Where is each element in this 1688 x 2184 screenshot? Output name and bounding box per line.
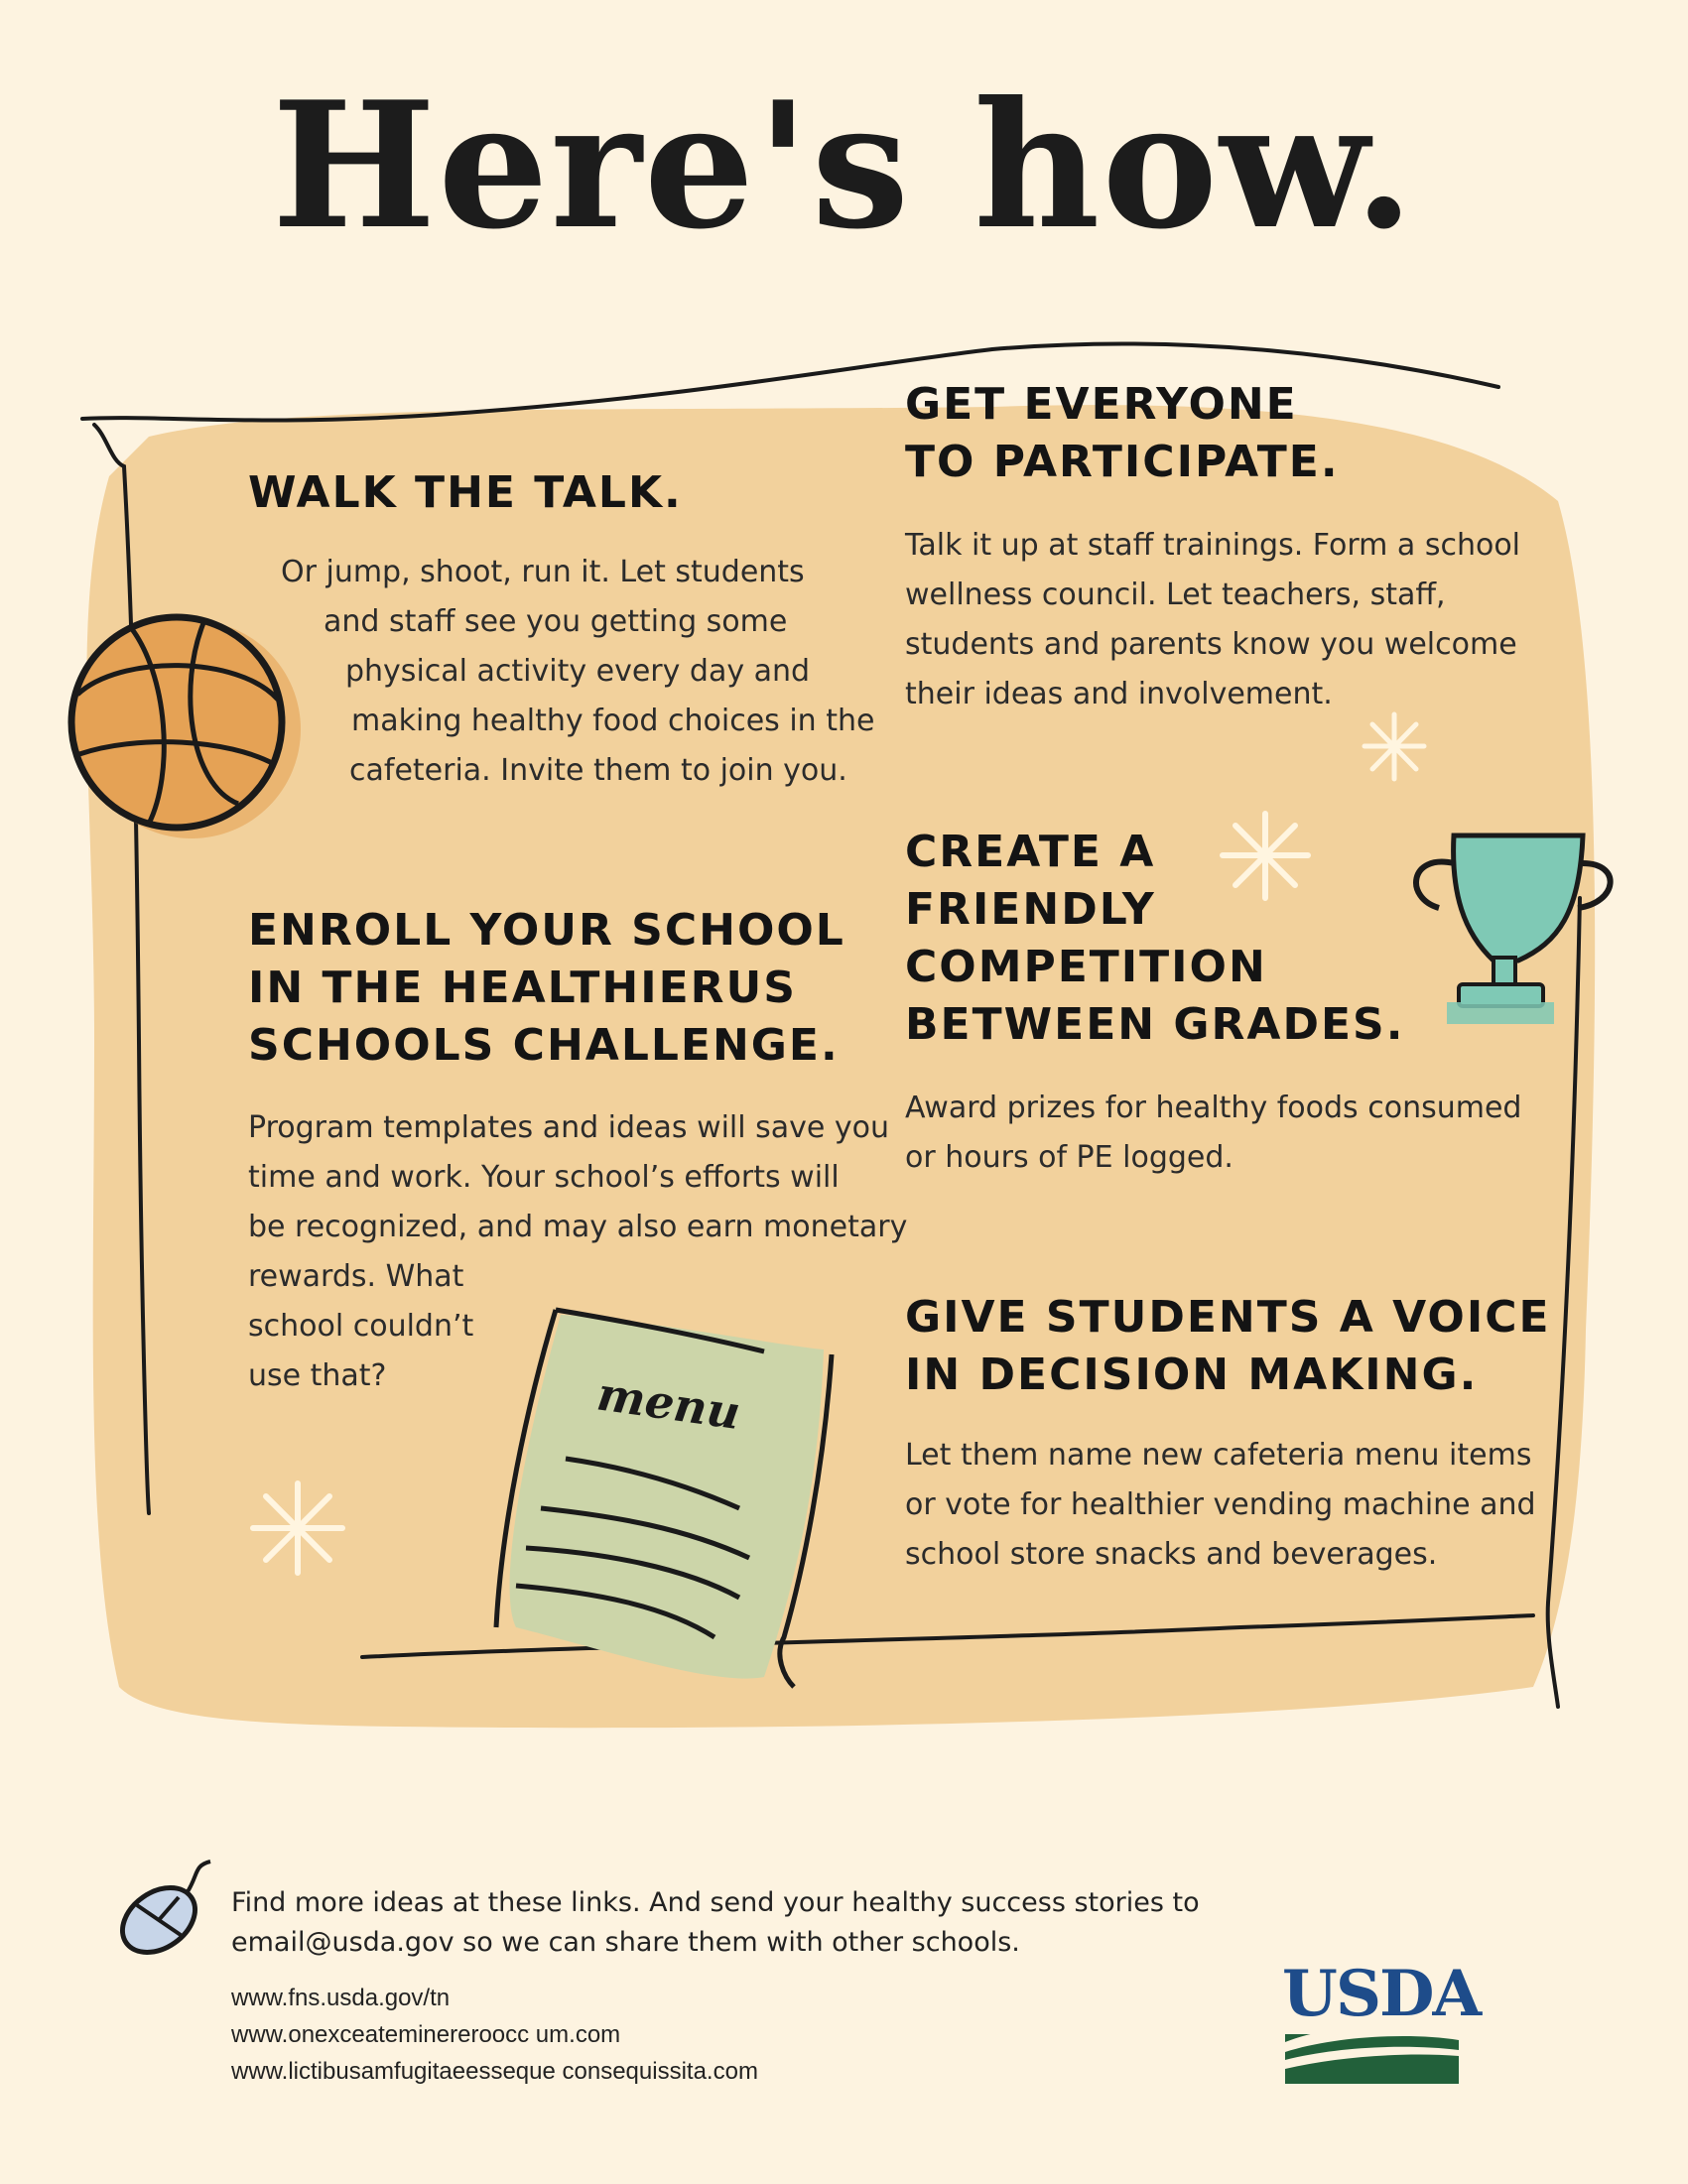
- enroll-body: Program templates and ideas will save you time and work. Your school’s efforts will be recognized, and may also earn monetary rewards. What school couldn’t use that?: [248, 1110, 908, 1393]
- voice-heading: GIVE STUDENTS A VOICE IN DECISION MAKING.: [905, 1292, 1551, 1400]
- competition-body: Award prizes for healthy foods consumed or hours of PE logged.: [905, 1091, 1522, 1175]
- footer-message: Find more ideas at these links. And send your healthy success stories to email@usda.gov so we can share them with other schools.: [231, 1887, 1200, 1958]
- sparkle-icon: [1364, 714, 1424, 779]
- footer-link[interactable]: www.onexceateminereroocc um.com: [231, 2021, 621, 2048]
- walk-the-talk-line: and staff see you getting some: [324, 604, 788, 639]
- voice-body: Let them name new cafeteria menu items or vote for healthier vending machine and school store snacks and beverages.: [905, 1438, 1536, 1572]
- walk-the-talk-heading: WALK THE TALK.: [248, 467, 683, 518]
- walk-the-talk-line: making healthy food choices in the: [351, 704, 875, 738]
- walk-the-talk-line: Or jump, shoot, run it. Let students: [281, 555, 805, 589]
- participate-body: Talk it up at staff trainings. Form a school wellness council. Let teachers, staff, students and parents know you welcome their ideas and involvement.: [905, 528, 1521, 711]
- page-title: Here's how.: [271, 64, 1417, 268]
- competition-heading: CREATE A FRIENDLY COMPETITION BETWEEN GRADES.: [905, 827, 1405, 1050]
- enroll-heading: ENROLL YOUR SCHOOL IN THE HEALTHIERUS SCHOOLS CHALLENGE.: [248, 905, 845, 1071]
- sparkle-icon: [253, 1483, 342, 1573]
- mouse-icon: [110, 1862, 210, 1966]
- walk-the-talk-line: physical activity every day and: [345, 654, 811, 689]
- footer-link[interactable]: www.fns.usda.gov/tn: [231, 1985, 451, 2011]
- footer-link[interactable]: www.lictibusamfugitaeesseque consequissita.com: [231, 2058, 758, 2085]
- menu-label: menu: [593, 1366, 744, 1441]
- walk-the-talk-line: cafeteria. Invite them to join you.: [349, 753, 847, 788]
- usda-logo: [1285, 2024, 1459, 2084]
- participate-heading: GET EVERYONE TO PARTICIPATE.: [905, 379, 1340, 487]
- usda-logo-text: USDA: [1282, 1957, 1481, 2031]
